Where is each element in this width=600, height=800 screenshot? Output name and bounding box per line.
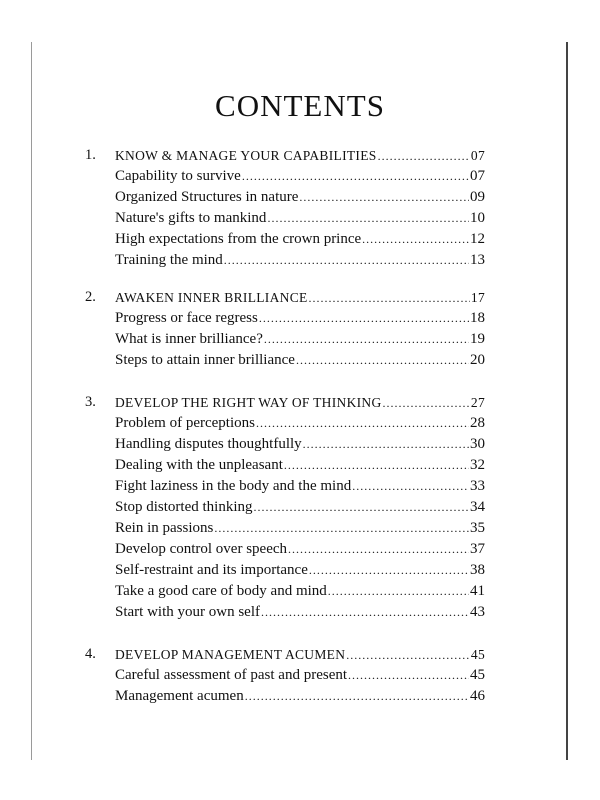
scan-edge-left [31, 42, 32, 760]
entry-title: Nature's gifts to mankind [115, 210, 267, 226]
chapter-number: 2. [85, 289, 96, 305]
dot-leader [352, 476, 469, 497]
page-number: 07 [470, 148, 485, 163]
chapter-title: KNOW & MANAGE YOUR CAPABILITIES [115, 148, 377, 163]
toc-entry[interactable] [85, 229, 485, 250]
toc-entry[interactable] [85, 187, 485, 208]
chapter-heading[interactable] [85, 287, 485, 308]
page-number: 19 [470, 331, 485, 347]
scan-edge-right [566, 42, 568, 760]
entry-title: Handling disputes thoughtfully [115, 436, 302, 452]
toc-entry[interactable] [85, 208, 485, 229]
page-number: 20 [470, 352, 485, 368]
dot-leader [259, 308, 469, 329]
entry-title: Rein in passions [115, 520, 214, 536]
dot-leader [224, 250, 469, 271]
toc-entry[interactable] [85, 581, 485, 602]
entry-title: Training the mind [115, 252, 223, 268]
dot-leader [309, 560, 469, 581]
entry-title: Stop distorted thinking [115, 499, 253, 515]
page-number: 17 [470, 290, 485, 305]
page-number: 35 [470, 520, 485, 536]
page-number: 30 [470, 436, 485, 452]
entry-title: Capability to survive [115, 168, 241, 184]
entry-title: Self-restraint and its importance [115, 562, 308, 578]
entry-title: Progress or face regress [115, 310, 258, 326]
chapter-4 [85, 644, 485, 707]
dot-leader [309, 288, 470, 309]
toc-entry[interactable] [85, 455, 485, 476]
page-number: 18 [470, 310, 485, 326]
entry-title: Careful assessment of past and present [115, 667, 348, 683]
toc-entry[interactable] [85, 434, 485, 455]
entry-title: Dealing with the unpleasant [115, 457, 283, 473]
chapter-title: AWAKEN INNER BRILLIANCE [115, 290, 308, 305]
entry-title: Organized Structures in nature [115, 189, 299, 205]
dot-leader [328, 581, 469, 602]
dot-leader [245, 686, 469, 707]
toc-entry[interactable] [85, 665, 485, 686]
entry-title: What is inner brilliance? [115, 331, 263, 347]
page-number: 12 [470, 231, 485, 247]
page-number: 34 [470, 499, 485, 515]
page-number: 38 [470, 562, 485, 578]
page-number: 43 [470, 604, 485, 620]
entry-title: Take a good care of body and mind [115, 583, 327, 599]
entry-title: Start with your own self [115, 604, 260, 620]
toc-entry[interactable] [85, 539, 485, 560]
dot-leader [296, 350, 469, 371]
dot-leader [264, 329, 469, 350]
toc-entry[interactable] [85, 497, 485, 518]
dot-leader [267, 208, 469, 229]
dot-leader [383, 393, 470, 414]
toc-entry[interactable] [85, 308, 485, 329]
toc-entry[interactable] [85, 413, 485, 434]
chapter-heading[interactable] [85, 392, 485, 413]
page-number: 45 [470, 667, 485, 683]
chapter-heading[interactable] [85, 644, 485, 665]
toc-entry[interactable] [85, 560, 485, 581]
page-number: 27 [470, 395, 485, 410]
toc-entry[interactable] [85, 686, 485, 707]
chapter-1 [85, 145, 485, 271]
toc-entry[interactable] [85, 518, 485, 539]
entry-title: Develop control over speech [115, 541, 288, 557]
dot-leader [378, 146, 470, 167]
dot-leader [303, 434, 469, 455]
chapter-number: 4. [85, 646, 96, 662]
page-number: 32 [470, 457, 485, 473]
chapter-number: 3. [85, 394, 96, 410]
dot-leader [346, 645, 470, 666]
dot-leader [284, 455, 469, 476]
page-number: 10 [470, 210, 485, 226]
entry-title: Fight laziness in the body and the mind [115, 478, 352, 494]
chapter-2 [85, 287, 485, 371]
chapter-number: 1. [85, 147, 96, 163]
entry-title: High expectations from the crown prince [115, 231, 362, 247]
page-number: 37 [470, 541, 485, 557]
dot-leader [348, 665, 469, 686]
dot-leader [256, 413, 469, 434]
page-number: 28 [470, 415, 485, 431]
page-number: 45 [470, 647, 485, 662]
toc-entry[interactable] [85, 329, 485, 350]
page-number: 46 [470, 688, 485, 704]
dot-leader [254, 497, 469, 518]
page-number: 07 [470, 168, 485, 184]
dot-leader [242, 166, 469, 187]
dot-leader [261, 602, 469, 623]
page-number: 41 [470, 583, 485, 599]
toc-entry[interactable] [85, 350, 485, 371]
toc-entry[interactable] [85, 602, 485, 623]
page-title: CONTENTS [215, 88, 385, 123]
page-number: 13 [470, 252, 485, 268]
chapter-heading[interactable] [85, 145, 485, 166]
dot-leader [299, 187, 469, 208]
chapter-title: DEVELOP THE RIGHT WAY OF THINKING [115, 395, 382, 410]
entry-title: Steps to attain inner brilliance [115, 352, 295, 368]
page-number: 33 [470, 478, 485, 494]
chapter-3 [85, 392, 485, 623]
dot-leader [362, 229, 469, 250]
toc-entry[interactable] [85, 250, 485, 271]
dot-leader [214, 518, 469, 539]
entry-title: Management acumen [115, 688, 244, 704]
page-number: 09 [470, 189, 485, 205]
entry-title: Problem of perceptions [115, 415, 255, 431]
dot-leader [288, 539, 469, 560]
toc-entry[interactable] [85, 476, 485, 497]
toc-entry[interactable] [85, 166, 485, 187]
chapter-title: DEVELOP MANAGEMENT ACUMEN [115, 647, 346, 662]
